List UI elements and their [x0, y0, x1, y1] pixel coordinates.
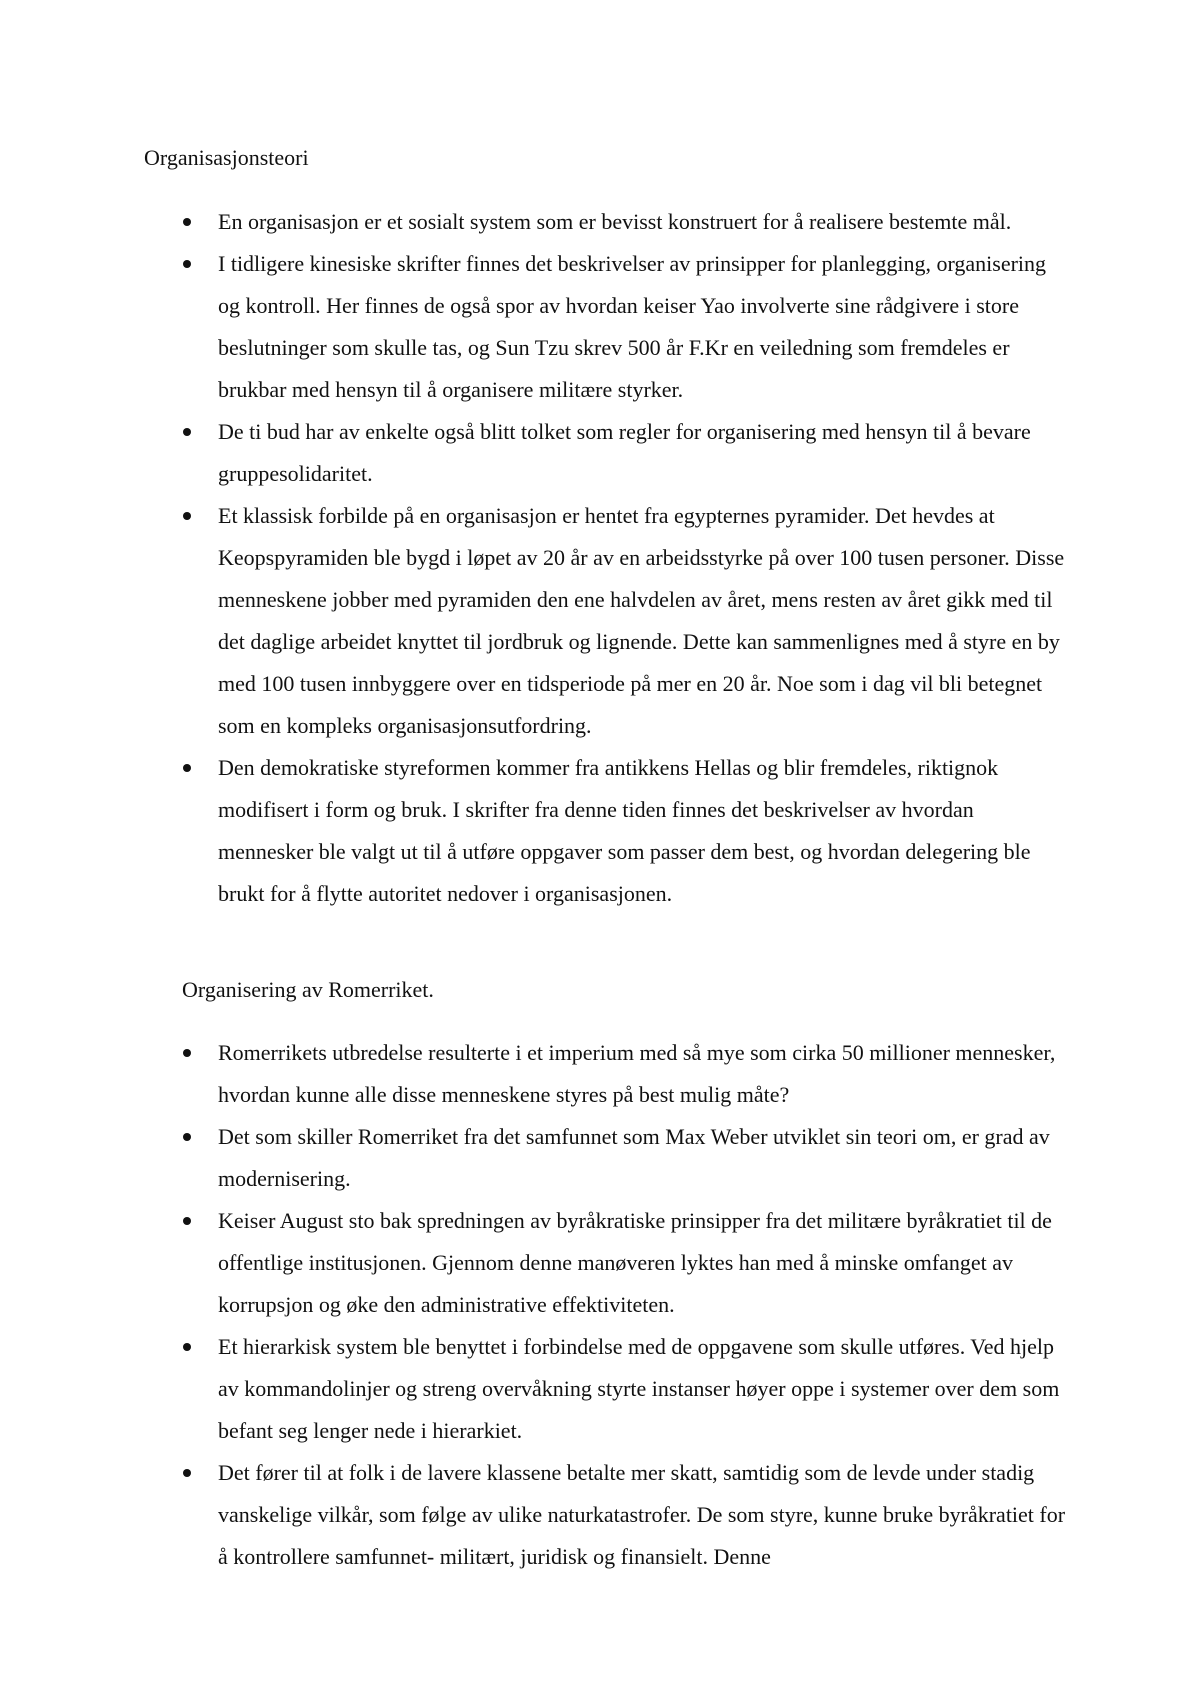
bullet-icon [183, 764, 191, 772]
list-item-text: Et klassisk forbilde på en organisasjon er hentet fra egypternes pyramider. Det hevdes at Keopspyramiden ble bygd i løpet av 20 år av en arbeidsstyrke på over 100 tusen personer. Disse menneskene jobber med pyramiden den ene halvdelen av året, mens resten av året gikk med til det daglige arbeidet knyttet til jordbruk og lignende. Dette kan sammenlignes med å styre en by med 100 tusen innbyggere over en tidsperiode på mer en 20 år. Noe som i dag vil bli betegnet som en kompleks organisasjonsutfordring. [218, 503, 1065, 738]
list-item-text: Det fører til at folk i de lavere klassene betalte mer skatt, samtidig som de levde under stadig vanskelige vilkår, som følge av ulike naturkatastrofer. De som styre, kunne bruke byråkratiet for å kontrollere samfunnet- militært, juridisk og finansielt. Denne [218, 1460, 1066, 1569]
bullet-icon [183, 428, 191, 436]
list-item [0, 495, 1070, 747]
list-item [0, 1200, 1070, 1326]
list-item [0, 243, 1070, 411]
list-item-text: Den demokratiske styreformen kommer fra antikkens Hellas og blir fremdeles, riktignok modifisert i form og bruk. I skrifter fra denne tiden finnes det beskrivelser av hvordan mennesker ble valgt ut til å utføre oppgaver som passer dem best, og hvordan delegering ble brukt for å flytte autoritet nedover i organisasjonen. [218, 755, 1031, 906]
list-item [0, 1326, 1070, 1452]
bullet-icon [183, 260, 191, 268]
list-item-text: En organisasjon er et sosialt system som er bevisst konstruert for å realisere bestemte mål. [218, 209, 1012, 234]
list-item [0, 747, 1070, 915]
bullet-icon [183, 1469, 191, 1477]
list-item [0, 1032, 1070, 1116]
bullet-list-romerriket [0, 1032, 1200, 1578]
list-item [0, 1452, 1070, 1578]
list-item [0, 201, 1070, 243]
section-heading-romerriket: Organisering av Romerriket. [182, 977, 434, 1002]
bullet-icon [183, 1217, 191, 1225]
list-item [0, 1116, 1070, 1200]
list-item-text: Det som skiller Romerriket fra det samfunnet som Max Weber utviklet sin teori om, er grad av modernisering. [218, 1124, 1050, 1191]
list-item [0, 411, 1070, 495]
list-item-text: I tidligere kinesiske skrifter finnes det beskrivelser av prinsipper for planlegging, organisering og kontroll. Her finnes de også spor av hvordan keiser Yao involverte sine rådgivere i store beslutninger som skulle tas, og Sun Tzu skrev 500 år F.Kr en veiledning som fremdeles er brukbar med hensyn til å organisere militære styrker. [218, 251, 1047, 402]
bullet-icon [183, 1343, 191, 1351]
bullet-icon [183, 512, 191, 520]
list-item-text: Keiser August sto bak spredningen av byråkratiske prinsipper fra det militære byråkratiet til de offentlige institusjonen. Gjennom denne manøveren lyktes han med å minske omfanget av korrupsjon og øke den administrative effektiviteten. [218, 1208, 1052, 1317]
list-item-text: De ti bud har av enkelte også blitt tolket som regler for organisering med hensyn til å bevare gruppesolidaritet. [218, 419, 1031, 486]
bullet-icon [183, 1133, 191, 1141]
bullet-list-organisasjonsteori [0, 201, 1200, 915]
list-item-text: Romerrikets utbredelse resulterte i et imperium med så mye som cirka 50 millioner mennesker, hvordan kunne alle disse menneskene styres på best mulig måte? [218, 1040, 1056, 1107]
list-item-text: Et hierarkisk system ble benyttet i forbindelse med de oppgavene som skulle utføres. Ved hjelp av kommandolinjer og streng overvåkning styrte instanser høyer oppe i systemer over dem som befant seg lenger nede i hierarkiet. [218, 1334, 1060, 1443]
bullet-icon [183, 218, 191, 226]
section-heading-organisasjonsteori: Organisasjonsteori [144, 145, 309, 170]
bullet-icon [183, 1049, 191, 1057]
